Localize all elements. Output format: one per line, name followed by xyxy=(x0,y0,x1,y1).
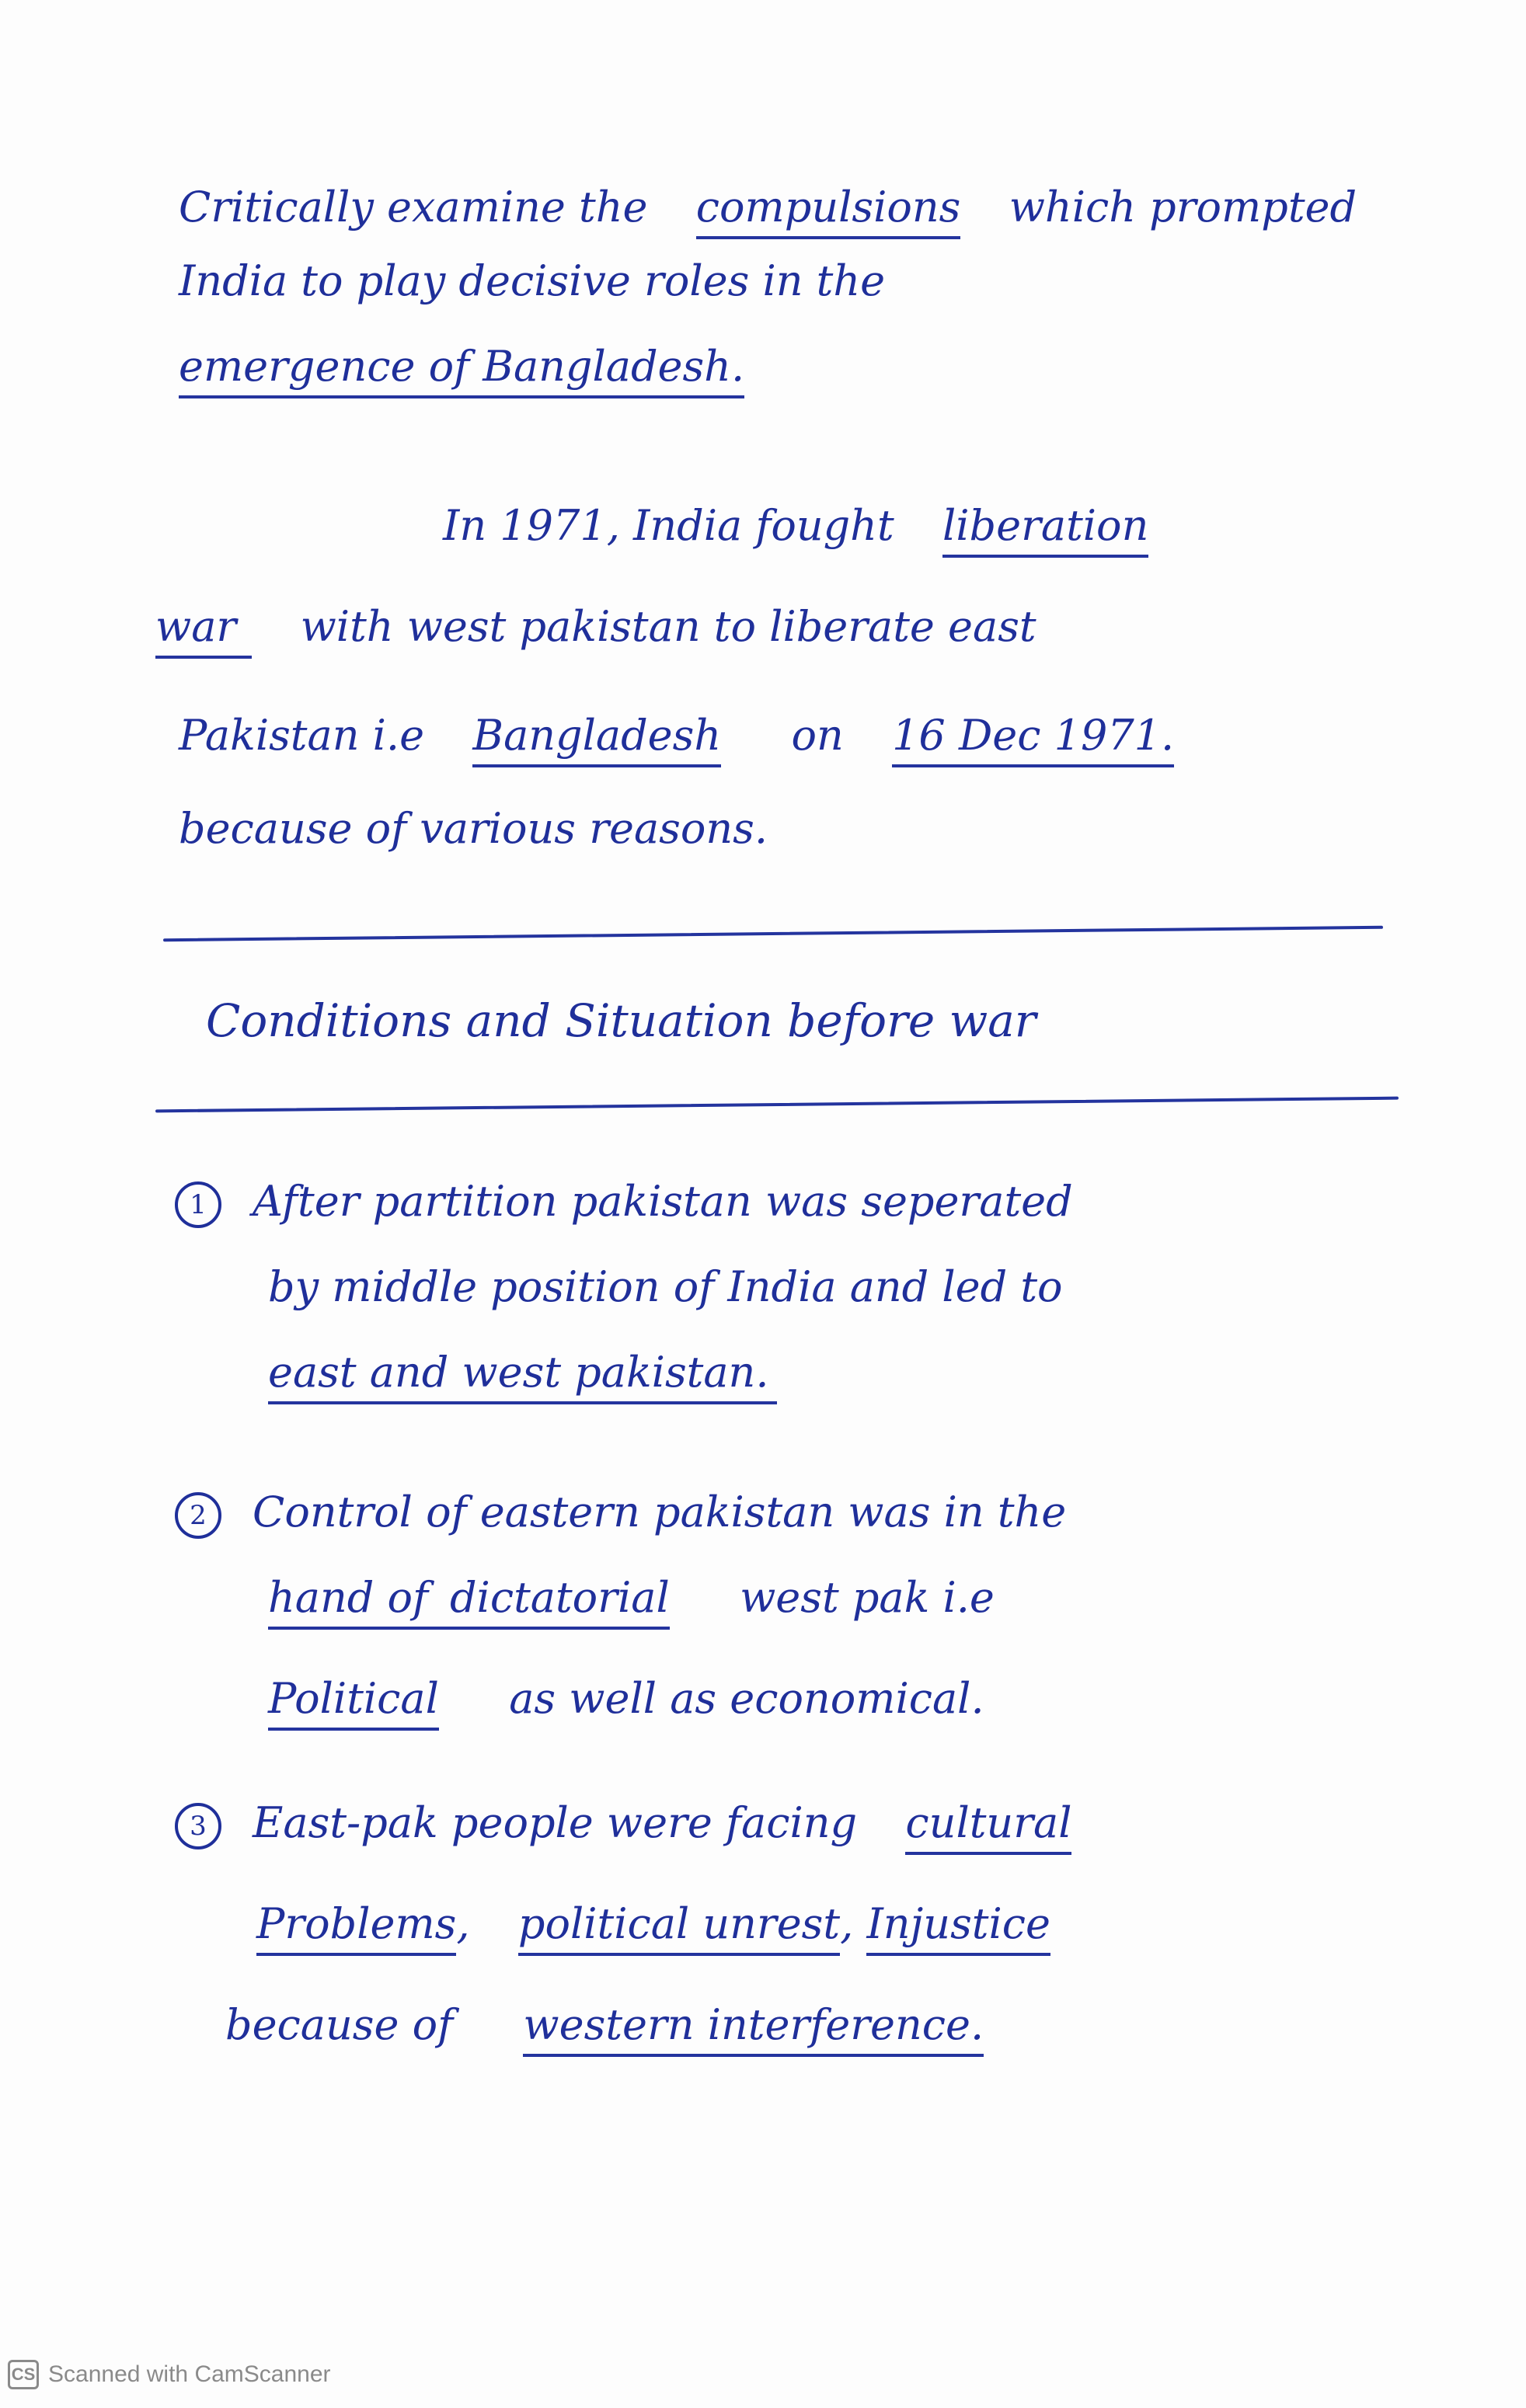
intro-text: Pakistan i.e xyxy=(179,711,425,760)
point-number-badge: 2 xyxy=(175,1492,221,1539)
camscanner-watermark xyxy=(8,2360,331,2389)
intro-line-1 xyxy=(443,501,1149,550)
point-1-line-1 xyxy=(175,1177,1073,1228)
camscanner-logo-icon: CS xyxy=(8,2360,39,2389)
point-text: by middle position of India and led to xyxy=(268,1262,1063,1311)
section-heading xyxy=(206,994,1036,1047)
intro-text: because of various reasons. xyxy=(179,804,768,853)
point-text: as well as economical. xyxy=(509,1674,984,1723)
underlined-liberation: liberation xyxy=(942,501,1148,558)
question-text: India to play decisive roles in the xyxy=(179,256,886,305)
point-3-line-3 xyxy=(225,2000,984,2049)
underlined-war: war xyxy=(155,602,252,659)
point-text: hand of xyxy=(268,1573,428,1622)
point-1-line-3 xyxy=(268,1348,777,1397)
question-text: which prompted xyxy=(1009,183,1357,231)
point-2-line-1 xyxy=(175,1488,1067,1539)
point-text: , xyxy=(456,1899,470,1948)
question-text: Critically examine the xyxy=(179,183,648,231)
intro-text: In 1971, India fought xyxy=(443,501,894,550)
underlined-western-interference: western interference. xyxy=(523,2000,984,2057)
underlined-bangladesh: Bangladesh xyxy=(472,711,721,767)
point-text: Control of eastern pakistan was in the xyxy=(253,1488,1067,1536)
question-line-1 xyxy=(179,183,1357,231)
divider-line xyxy=(163,926,1383,941)
point-text: because of xyxy=(225,2000,454,2049)
intro-line-4 xyxy=(179,804,768,853)
watermark-text: Scanned with CamScanner xyxy=(48,2361,331,2387)
point-1-line-2 xyxy=(268,1262,1063,1311)
intro-line-2 xyxy=(155,602,1036,651)
intro-line-3 xyxy=(179,711,1175,760)
point-text: dictatorial xyxy=(449,1573,670,1622)
heading-text: Conditions and Situation before war xyxy=(206,994,1036,1047)
question-line-3 xyxy=(179,342,745,391)
underlined-emergence: emergence of Bangladesh. xyxy=(179,342,744,398)
point-text: After partition pakistan was seperated xyxy=(253,1177,1073,1226)
underlined-political-unrest: political unrest xyxy=(518,1899,840,1956)
point-number-badge: 1 xyxy=(175,1181,221,1228)
intro-text: on xyxy=(791,711,844,760)
underlined-political: Political xyxy=(268,1674,439,1731)
point-2-line-2 xyxy=(268,1573,995,1622)
underlined-cultural: cultural xyxy=(905,1798,1071,1855)
underlined-problems: Problems xyxy=(256,1899,456,1956)
point-text: west pak i.e xyxy=(740,1573,995,1622)
point-3-line-1 xyxy=(175,1798,1072,1849)
underlined-compulsions: compulsions xyxy=(696,183,961,239)
question-line-2 xyxy=(179,256,886,305)
underlined-injustice: Injustice xyxy=(866,1899,1050,1956)
underlined-east-west: east and west pakistan. xyxy=(268,1348,777,1404)
underlined-date: 16 Dec 1971. xyxy=(892,711,1174,767)
point-number-badge: 3 xyxy=(175,1803,221,1849)
point-text: , xyxy=(840,1899,867,1948)
point-3-line-2 xyxy=(256,1899,1050,1948)
divider-line xyxy=(155,1097,1399,1113)
underlined-hand-dictatorial xyxy=(268,1573,670,1630)
point-text: East-pak people were facing xyxy=(253,1798,858,1847)
point-2-line-3 xyxy=(268,1674,984,1723)
intro-text: with west pakistan to liberate east xyxy=(300,602,1036,651)
